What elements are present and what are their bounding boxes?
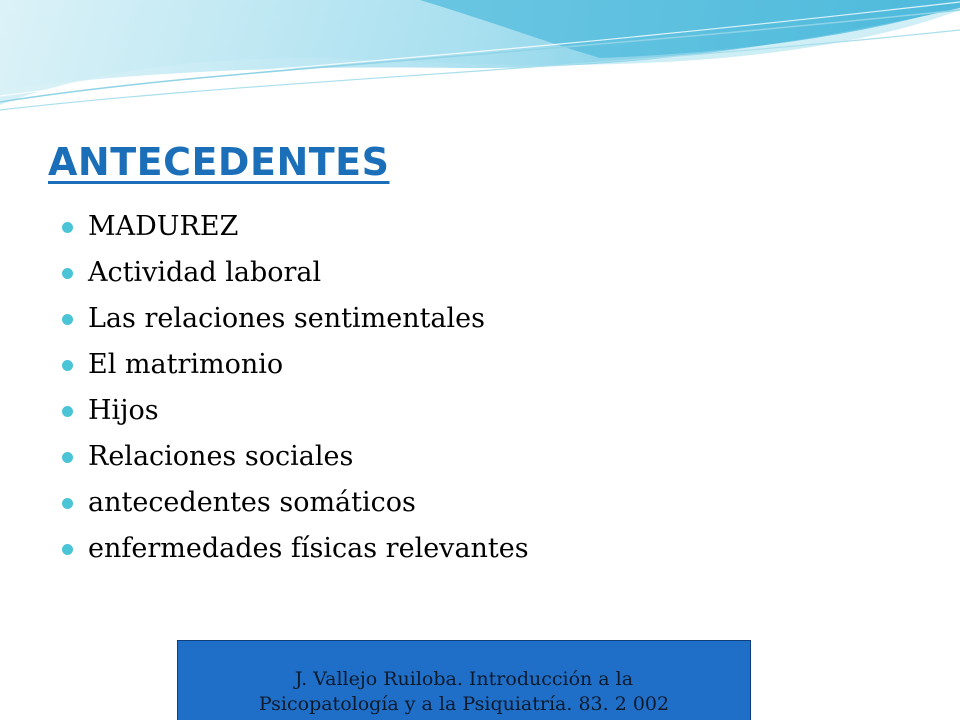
list-item — [62, 296, 529, 342]
bullet-dot-icon — [62, 268, 73, 279]
list-item-text: Relaciones sociales — [88, 441, 354, 472]
bullet-dot-icon — [62, 222, 73, 233]
list-item-text: El matrimonio — [88, 349, 284, 380]
header-wave-decoration — [0, 0, 960, 130]
bullet-dot-icon — [62, 544, 73, 555]
list-item — [62, 434, 529, 480]
bullet-dot-icon — [62, 452, 73, 463]
list-item-text: antecedentes somáticos — [88, 487, 416, 518]
list-item — [62, 342, 529, 388]
list-item-text: Actividad laboral — [88, 257, 322, 288]
list-item-text: enfermedades físicas relevantes — [88, 533, 529, 564]
bullet-dot-icon — [62, 360, 73, 371]
bullet-list — [62, 204, 529, 572]
bullet-dot-icon — [62, 314, 73, 325]
list-item — [62, 388, 529, 434]
list-item — [62, 250, 529, 296]
bullet-dot-icon — [62, 406, 73, 417]
list-item — [62, 526, 529, 572]
bullet-dot-icon — [62, 498, 73, 509]
citation-box — [177, 640, 751, 720]
citation-line-1: J. Vallejo Ruiloba. Introducción a la — [294, 668, 634, 690]
list-item — [62, 480, 529, 526]
slide-title: ANTECEDENTES — [48, 140, 390, 184]
citation-line-2: Psicopatología y a la Psiquiatría. 83. 2 002 — [258, 693, 670, 715]
list-item-text: MADUREZ — [88, 211, 239, 242]
list-item-text: Hijos — [88, 395, 159, 426]
list-item — [62, 204, 529, 250]
list-item-text: Las relaciones sentimentales — [88, 303, 485, 334]
